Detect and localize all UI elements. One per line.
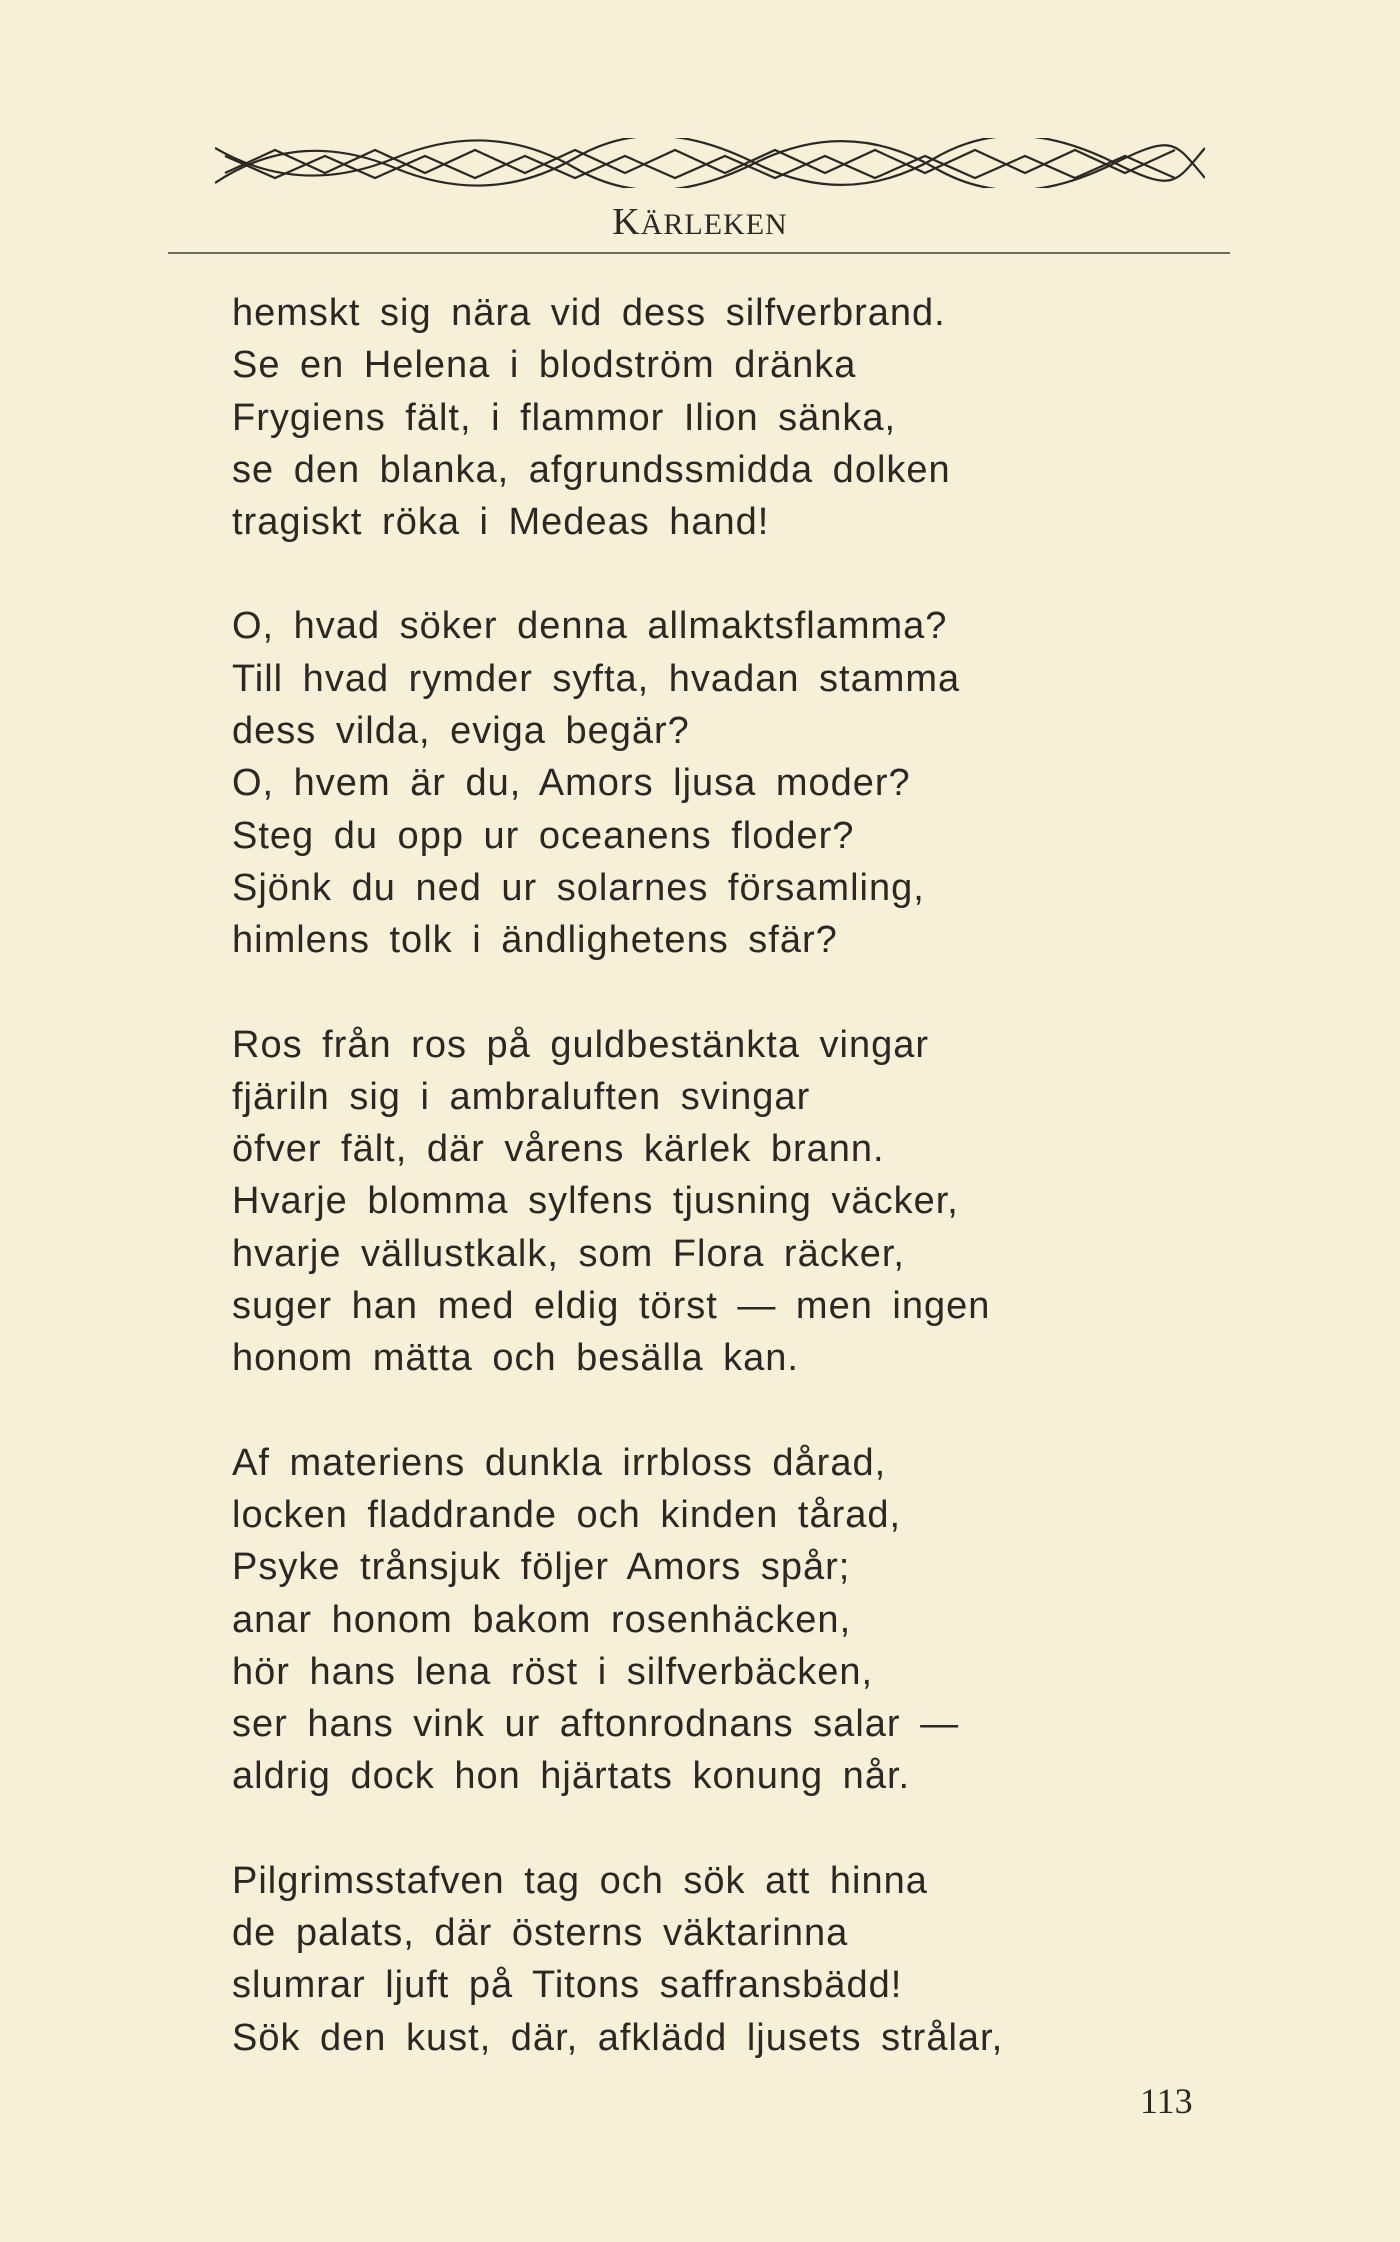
poem-line: hvarje vällustkalk, som Flora räcker, — [232, 1232, 905, 1275]
stanza — [232, 600, 1132, 966]
poem-line: de palats, där österns väktarinna — [232, 1912, 849, 1955]
poem-body — [232, 287, 1132, 2116]
poem-line: Sök den kust, där, afklädd ljusets strålar, — [232, 2016, 1004, 2059]
stanza — [232, 1437, 1132, 1803]
header-rule — [168, 252, 1230, 254]
running-head — [0, 200, 1400, 244]
poem-line: se den blanka, afgrundssmidda dolken — [232, 448, 951, 491]
braided-border-ornament-icon — [215, 138, 1205, 188]
poem-line: locken fladdrande och kinden tårad, — [232, 1493, 902, 1536]
poem-line: O, hvem är du, Amors ljusa moder? — [232, 762, 911, 805]
poem-line: Af materiens dunkla irrbloss dårad, — [232, 1441, 887, 1484]
poem-line: Hvarje blomma sylfens tjusning väcker, — [232, 1180, 959, 1223]
poem-line: Ros från ros på guldbestänkta vingar — [232, 1023, 930, 1066]
poem-line: Se en Helena i blodström dränka — [232, 344, 857, 387]
poem-line: himlens tolk i ändlighetens sfär? — [232, 919, 838, 962]
running-head-initial: K — [612, 201, 641, 243]
poem-line: O, hvad söker denna allmaktsflamma? — [232, 605, 948, 648]
poem-line: dess vilda, eviga begär? — [232, 710, 690, 753]
poem-line: anar honom bakom rosenhäcken, — [232, 1598, 852, 1641]
poem-line: suger han med eldig törst — men ingen — [232, 1285, 991, 1328]
poem-line: aldrig dock hon hjärtats konung når. — [232, 1755, 911, 1798]
poem-line: ser hans vink ur aftonrodnans salar — — [232, 1703, 960, 1746]
poem-line: hemskt sig nära vid dess silfverbrand. — [232, 292, 946, 334]
poem-line: Pilgrimsstafven tag och sök att hinna — [232, 1859, 928, 1902]
poem-line: Sjönk du ned ur solarnes församling, — [232, 866, 925, 909]
stanza — [232, 1019, 1132, 1385]
stanza — [232, 1855, 1132, 2064]
poem-line: slumrar ljuft på Titons saffransbädd! — [232, 1964, 903, 2007]
page-number: 113 — [1140, 2081, 1193, 2121]
stanza — [232, 287, 1132, 548]
poem-line: Steg du opp ur oceanens floder? — [232, 814, 855, 857]
poem-line: Psyke trånsjuk följer Amors spår; — [232, 1546, 851, 1589]
poem-line: Till hvad rymder syfta, hvadan stamma — [232, 657, 961, 700]
poem-line: honom mätta och besälla kan. — [232, 1337, 799, 1380]
running-head-text: ÄRLEKEN — [640, 208, 788, 241]
poem-line: hör hans lena röst i silfverbäcken, — [232, 1650, 874, 1693]
poem-line: Frygiens fält, i flammor Ilion sänka, — [232, 396, 897, 439]
poem-line: öfver fält, där vårens kärlek brann. — [232, 1128, 885, 1171]
poem-line: tragiskt röka i Medeas hand! — [232, 501, 770, 544]
poem-line: fjäriln sig i ambraluften svingar — [232, 1075, 811, 1118]
